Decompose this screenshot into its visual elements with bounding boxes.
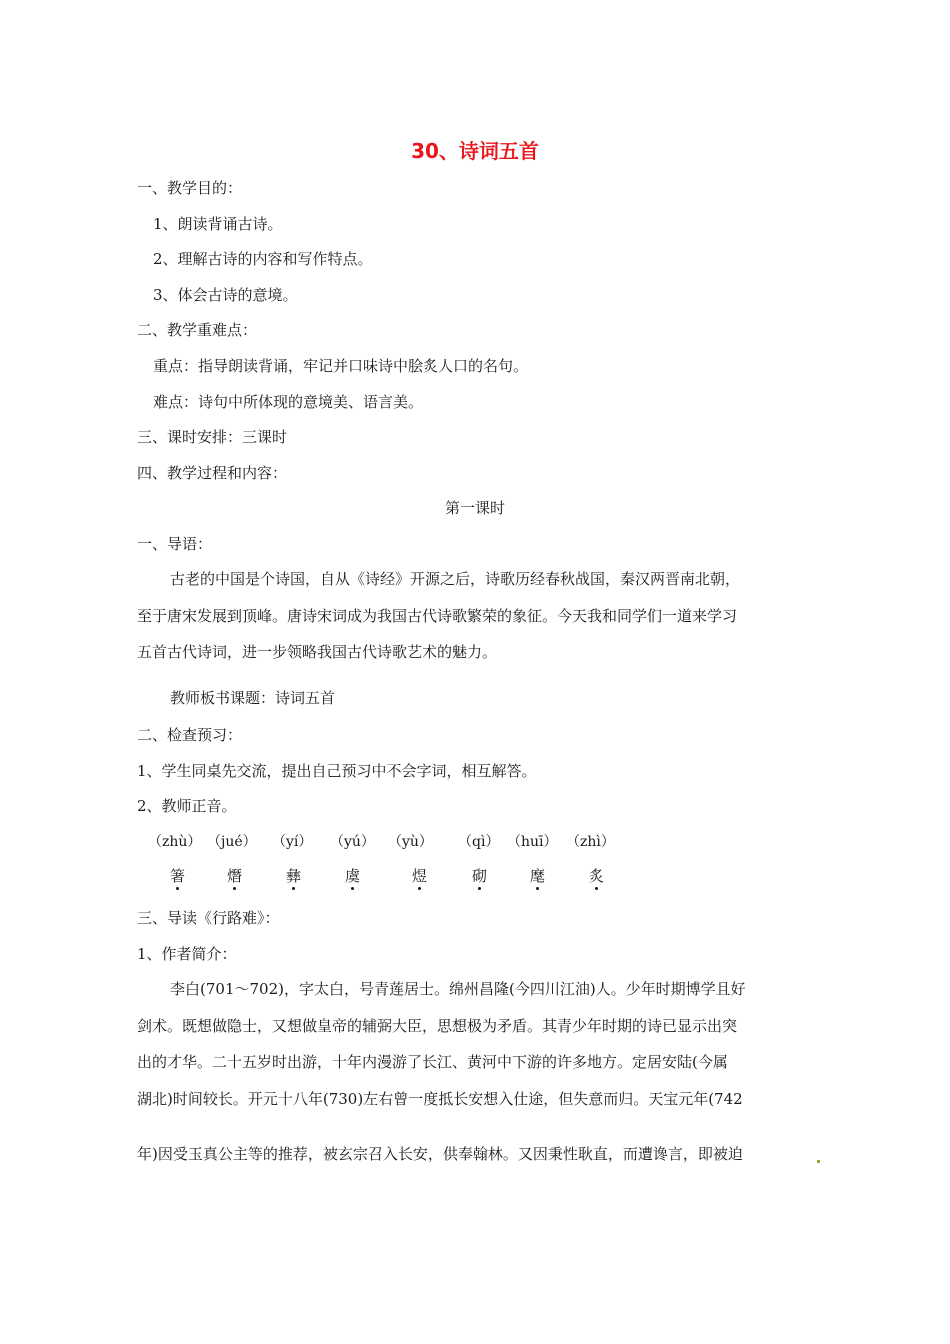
paragraph: 年)因受玉真公主等的推荐，被玄宗召入长安，供奉翰林。又因秉性耿直，而遭谗言，即被迫: [137, 1145, 743, 1163]
emphasis-dot: [233, 887, 236, 890]
character: 箸: [170, 867, 186, 885]
pinyin-label: （jué）: [207, 834, 257, 850]
emphasis-dot: [292, 887, 295, 890]
character: 炙: [589, 867, 605, 885]
pinyin-label: （zhì）: [566, 834, 615, 850]
section-heading: 一、导语：: [137, 535, 213, 553]
pinyin-label: （qì）: [458, 834, 500, 850]
character: 煜: [412, 867, 428, 885]
emphasis-dot: [418, 887, 421, 890]
section-heading: 二、教学重难点：: [137, 321, 258, 339]
emphasis-dot: [536, 887, 539, 890]
character: 熸: [227, 867, 243, 885]
paragraph: 李白(701～702)，字太白，号青莲居士。绵州昌隆(今四川江油)人。少年时期博学且好: [170, 980, 746, 998]
list-item: 3、体会古诗的意境。: [153, 286, 298, 304]
list-item: 1、作者简介：: [137, 945, 237, 963]
section-heading: 三、课时安排：三课时: [137, 428, 288, 446]
paragraph: 出的才华。二十五岁时出游，十年内漫游了长江、黄河中下游的许多地方。定居安陆(今属: [137, 1053, 728, 1071]
section-heading: 一、教学目的：: [137, 179, 243, 197]
list-item: 1、朗读背诵古诗。: [153, 215, 283, 233]
emphasis-dot: [478, 887, 481, 890]
character: 彝: [286, 867, 302, 885]
pinyin-label: （yù）: [388, 834, 433, 850]
list-item: 1、学生同桌先交流，提出自己预习中不会字词，相互解答。: [137, 762, 537, 780]
character: 砌: [472, 867, 488, 885]
pinyin-label: （yú）: [330, 834, 375, 850]
paragraph: 古老的中国是个诗国，自从《诗经》开源之后，诗歌历经春秋战国，秦汉两晋南北朝，: [170, 570, 741, 588]
pinyin-label: （huī）: [507, 834, 558, 850]
emphasis-dot: [595, 887, 598, 890]
pinyin-label: （zhù）: [148, 834, 202, 850]
section-heading: 三、导读《行路难》：: [137, 909, 280, 927]
character: 虞: [345, 867, 361, 885]
list-item: 2、理解古诗的内容和写作特点。: [153, 250, 373, 268]
page-title: 30、诗词五首: [411, 139, 539, 163]
character: 麾: [530, 867, 546, 885]
paragraph: 五首古代诗词，进一步领略我国古代诗歌艺术的魅力。: [137, 643, 498, 661]
list-item: 2、教师正音。: [137, 797, 237, 815]
editor-mark: [817, 1160, 820, 1163]
paragraph: 教师板书课题：诗词五首: [170, 689, 336, 707]
pinyin-label: （yí）: [272, 834, 313, 850]
emphasis-dot: [351, 887, 354, 890]
paragraph: 湖北)时间较长。开元十八年(730)左右曾一度抵长安想入仕途，但失意而归。天宝元年(742: [137, 1090, 743, 1108]
section-heading: 二、检查预习：: [137, 726, 243, 744]
paragraph: 难点：诗句中所体现的意境美、语言美。: [153, 393, 424, 411]
section-heading: 四、教学过程和内容：: [137, 464, 288, 482]
lesson-heading: 第一课时: [444, 499, 505, 517]
paragraph: 重点：指导朗读背诵，牢记并口味诗中脍炙人口的名句。: [153, 357, 529, 375]
paragraph: 剑术。既想做隐士，又想做皇帝的辅弼大臣，思想极为矛盾。其青少年时期的诗已显示出突: [137, 1017, 738, 1035]
paragraph: 至于唐宋发展到顶峰。唐诗宋词成为我国古代诗歌繁荣的象征。今天我和同学们一道来学习: [137, 607, 738, 625]
emphasis-dot: [176, 887, 179, 890]
